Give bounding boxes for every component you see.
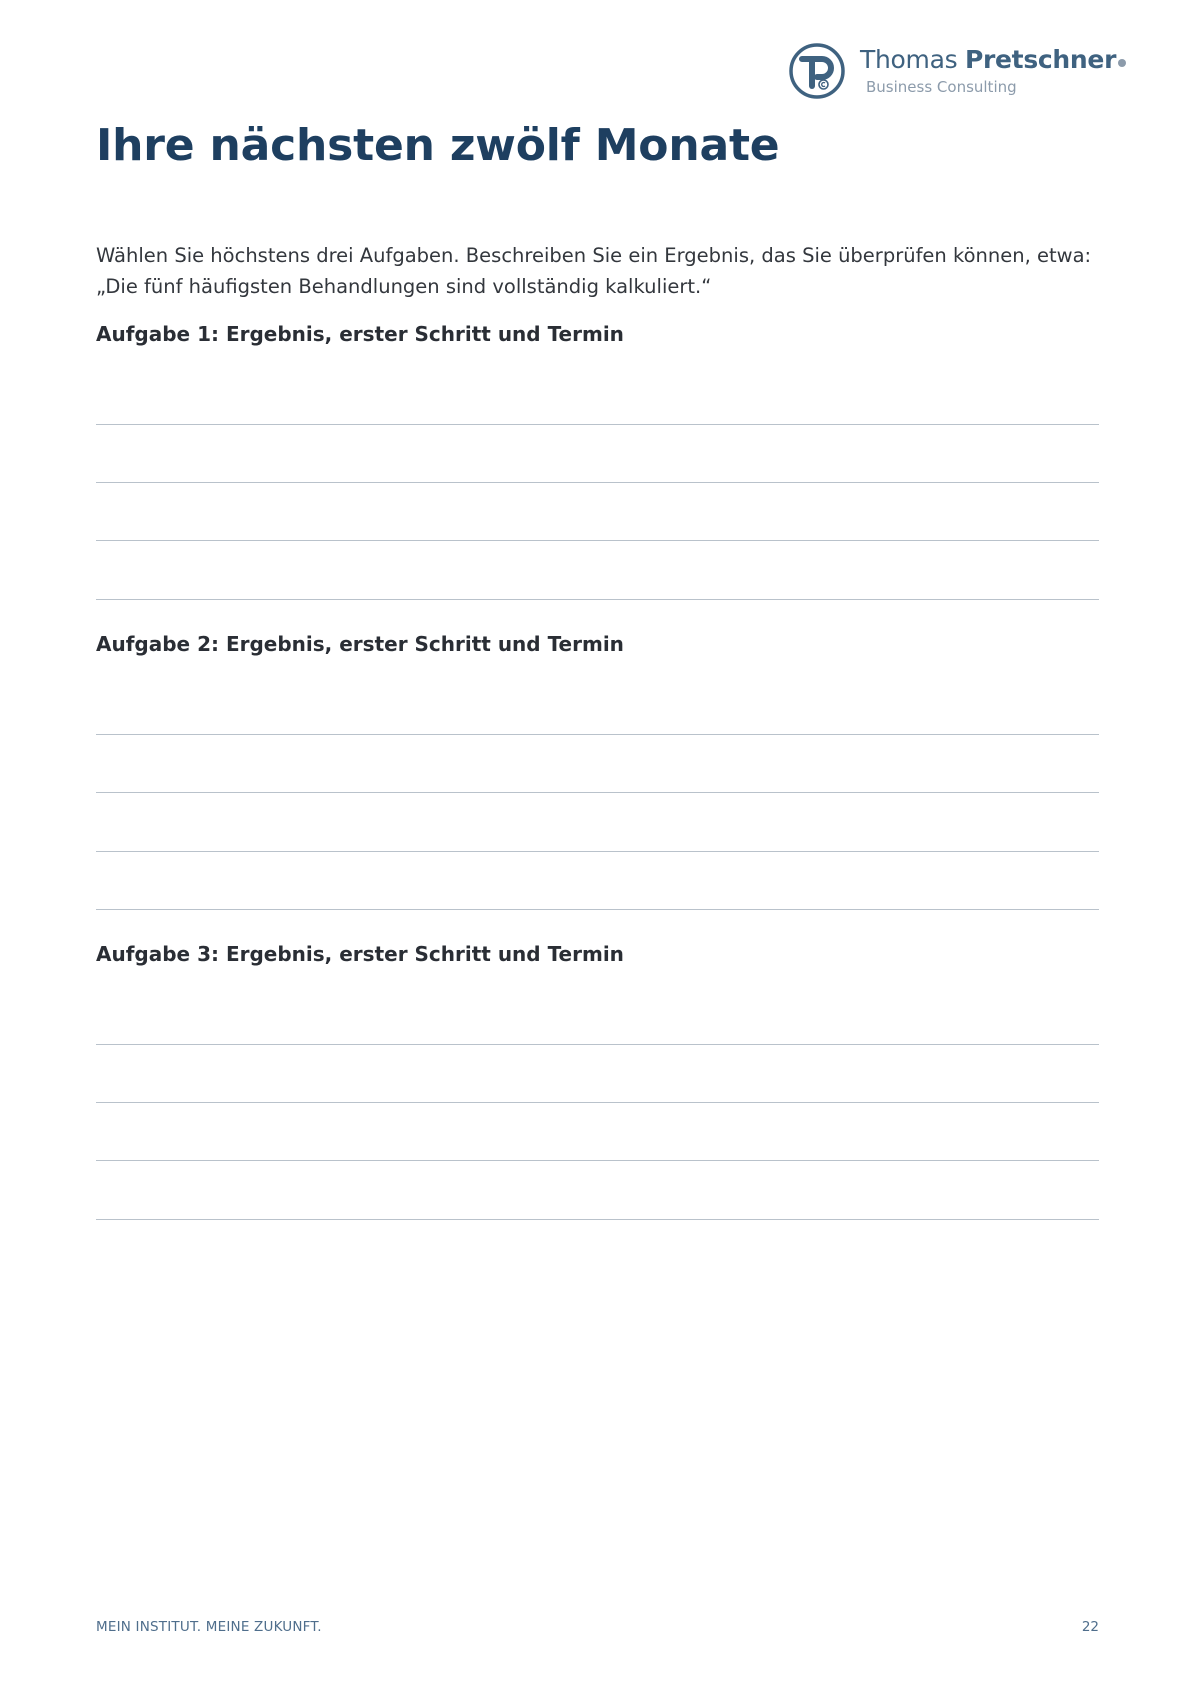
- brand-subtitle: Business Consulting: [866, 78, 1017, 96]
- page-number: 22: [1081, 1619, 1099, 1635]
- page-title: Ihre nächsten zwölf Monate: [96, 120, 780, 171]
- intro-line-1: Wählen Sie höchstens drei Aufgaben. Beschreiben Sie ein Ergebnis, das Sie überprüfen können, etwa:: [96, 244, 1092, 267]
- task-1-writing-line-4[interactable]: [96, 599, 1099, 600]
- task-3-writing-line-3[interactable]: [96, 1160, 1099, 1161]
- intro-line-2: „Die fünf häufigsten Behandlungen sind vollständig kalkuliert.“: [96, 275, 712, 298]
- task-3-writing-line-2[interactable]: [96, 1102, 1099, 1103]
- task-2-writing-line-4[interactable]: [96, 909, 1099, 910]
- task-2-writing-line-2[interactable]: [96, 792, 1099, 793]
- footer-slogan: MEIN INSTITUT. MEINE ZUKUNFT.: [96, 1619, 322, 1635]
- task-1-heading: Aufgabe 1: Ergebnis, erster Schritt und Termin: [96, 322, 624, 346]
- brand-dot-icon: [1118, 59, 1126, 67]
- task-2-heading: Aufgabe 2: Ergebnis, erster Schritt und Termin: [96, 632, 624, 656]
- task-3-heading: Aufgabe 3: Ergebnis, erster Schritt und Termin: [96, 942, 624, 966]
- brand-name: [860, 45, 1126, 74]
- task-2-writing-line-3[interactable]: [96, 851, 1099, 852]
- task-2-writing-line-1[interactable]: [96, 734, 1099, 735]
- task-1-writing-line-3[interactable]: [96, 540, 1099, 541]
- task-3-writing-line-4[interactable]: [96, 1219, 1099, 1220]
- brand-name-first: Thomas: [860, 45, 958, 74]
- task-1-writing-line-2[interactable]: [96, 482, 1099, 483]
- logo-tp-icon: [788, 42, 846, 100]
- task-1-writing-line-1[interactable]: [96, 424, 1099, 425]
- task-3-writing-line-1[interactable]: [96, 1044, 1099, 1045]
- brand-logo: [788, 42, 1117, 102]
- intro-text: [96, 240, 1106, 302]
- brand-name-last: Pretschner: [964, 45, 1117, 74]
